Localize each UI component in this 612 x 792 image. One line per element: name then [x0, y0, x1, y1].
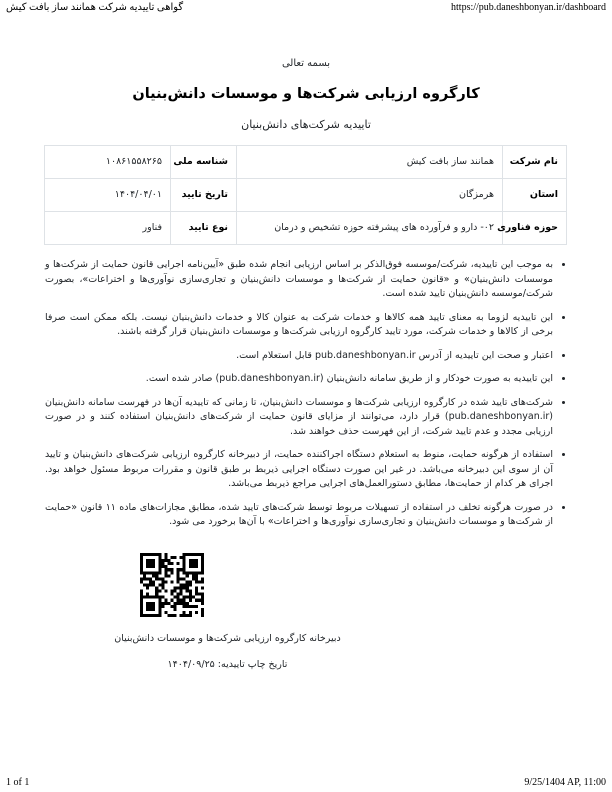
list-item: • به موجب این تاییدیه، شرکت/موسسه فوق‌الذکر بر اساس ارزیابی انجام شده طبق «آیین‌نامه اجرایی قانون حمایت از شرکت‌ها و موسسات دانش‌بنیان» و «قانون حمایت از شرکت‌ها و موسسات دانش‌بنیان و تجاری‌سازی نوآوری‌ها و اختراعات»، بصورت شرکت/موسسه دانش‌بنیان تایید شده است.	[45, 258, 553, 302]
approval-date-label: تاریخ تایید	[171, 179, 237, 212]
company-name-label: نام شرکت	[503, 146, 567, 179]
national-id-value: ۱۰۸۶۱۵۵۸۲۶۵	[45, 146, 171, 179]
approval-type-value: فناور	[45, 212, 171, 245]
print-header-document-title: گواهی تاییدیه شرکت همانند ساز بافت کیش	[6, 2, 184, 13]
approval-date-value: ۱۴۰۴/۰۴/۰۱	[45, 179, 171, 212]
approval-type-label: نوع تایید	[171, 212, 237, 245]
certificate-content	[45, 0, 567, 539]
page-title: کارگروه ارزیابی شرکت‌ها و موسسات دانش‌بنیان	[132, 86, 480, 102]
verification-block	[45, 553, 567, 693]
secretariat-caption: دبیرخانه کارگروه ارزیابی شرکت‌ها و موسسات دانش‌بنیان	[114, 633, 341, 644]
print-header-url: https://pub.daneshbonyan.ir/dashboard	[451, 2, 606, 13]
print-date-caption: تاریخ چاپ تاییدیه: ۱۴۰۴/۰۹/۲۵	[167, 659, 288, 670]
list-item: • اعتبار و صحت این تاییدیه از آدرس pub.daneshbonyan.ir قابل استعلام است.	[45, 349, 553, 364]
print-footer	[6, 777, 606, 788]
list-item: • در صورت هرگونه تخلف در استفاده از تسهیلات مربوط توسط شرکت‌های تایید شده، مطابق مجازات‌های ماده ۱۱ قانون «حمایت از شرکت‌ها و موسسات دانش‌بنیان و تجاری‌سازی نوآوری‌ها و اختراعات» با آن‌ها برخورد می شود.	[45, 501, 553, 530]
technology-field-label: حوزه فناوری	[503, 212, 567, 245]
province-label: استان	[503, 179, 567, 212]
list-item: • شرکت‌های تایید شده در کارگروه ارزیابی شرکت‌ها و موسسات دانش‌بنیان، تا زمانی که تاییدیه آن‌ها در فهرست سامانه دانش‌بنیان (pub.daneshbonyan.ir) قرار دارد، می‌توانند از مزایای قانون حمایت از شرکت‌های دانش‌بنیان استفاده کنند و در صورت ارزیابی مجدد و عدم تایید شرکت، از این فهرست حذف خواهند شد.	[45, 396, 553, 440]
company-info-table	[44, 145, 567, 245]
list-item: • استفاده از هرگونه حمایت، منوط به استعلام دستگاه اجراکننده حمایت، از دبیرخانه کارگروه ارزیابی شرکت‌های دانش‌بنیان و تایید آن از سوی این دبیرخانه می‌باشد. در غیر این صورت دستگاه اجرایی ذیربط بر طبق قانون و مقررات مربوط مسئول خواهد بود. اجرای هر کدام از حمایت‌ها، مطابق دستورالعمل‌های اجرایی مراجع ذیربط می‌باشد.	[45, 448, 553, 492]
table-row	[45, 212, 567, 245]
table-row	[45, 146, 567, 179]
print-datetime: 9/25/1404 AP, 11:00	[524, 777, 606, 788]
national-id-label: شناسه ملی	[171, 146, 237, 179]
table-row	[45, 179, 567, 212]
province-value: هرمزگان	[237, 179, 503, 212]
page-number: 1 of 1	[6, 777, 30, 788]
legal-notes-list	[45, 258, 567, 530]
page-subtitle: تاییدیه شرکت‌های دانش‌بنیان	[241, 118, 371, 131]
list-item: • این تاییدیه به صورت خودکار و از طریق سامانه دانش‌بنیان (pub.daneshbonyan.ir) صادر شده است.	[45, 372, 553, 387]
technology-field-value: ۰۲- دارو و فرآورده های پیشرفته حوزه تشخیص و درمان	[237, 212, 503, 245]
bismillah-text: بسمه تعالی	[281, 58, 331, 69]
qr-code-icon	[140, 553, 204, 617]
company-name-value: همانند ساز بافت کیش	[237, 146, 503, 179]
list-item: • این تاییدیه لزوما به معنای تایید همه کالاها و خدمات شرکت به عنوان کالا و خدمات دانش‌بنیان نیست. بلکه ممکن است صرفا برخی از کالاها و خدمات شرکت، مورد تایید کارگروه ارزیابی شرکت‌ها و موسسات دانش‌بنیان قرار گرفته باشند.	[45, 311, 553, 340]
